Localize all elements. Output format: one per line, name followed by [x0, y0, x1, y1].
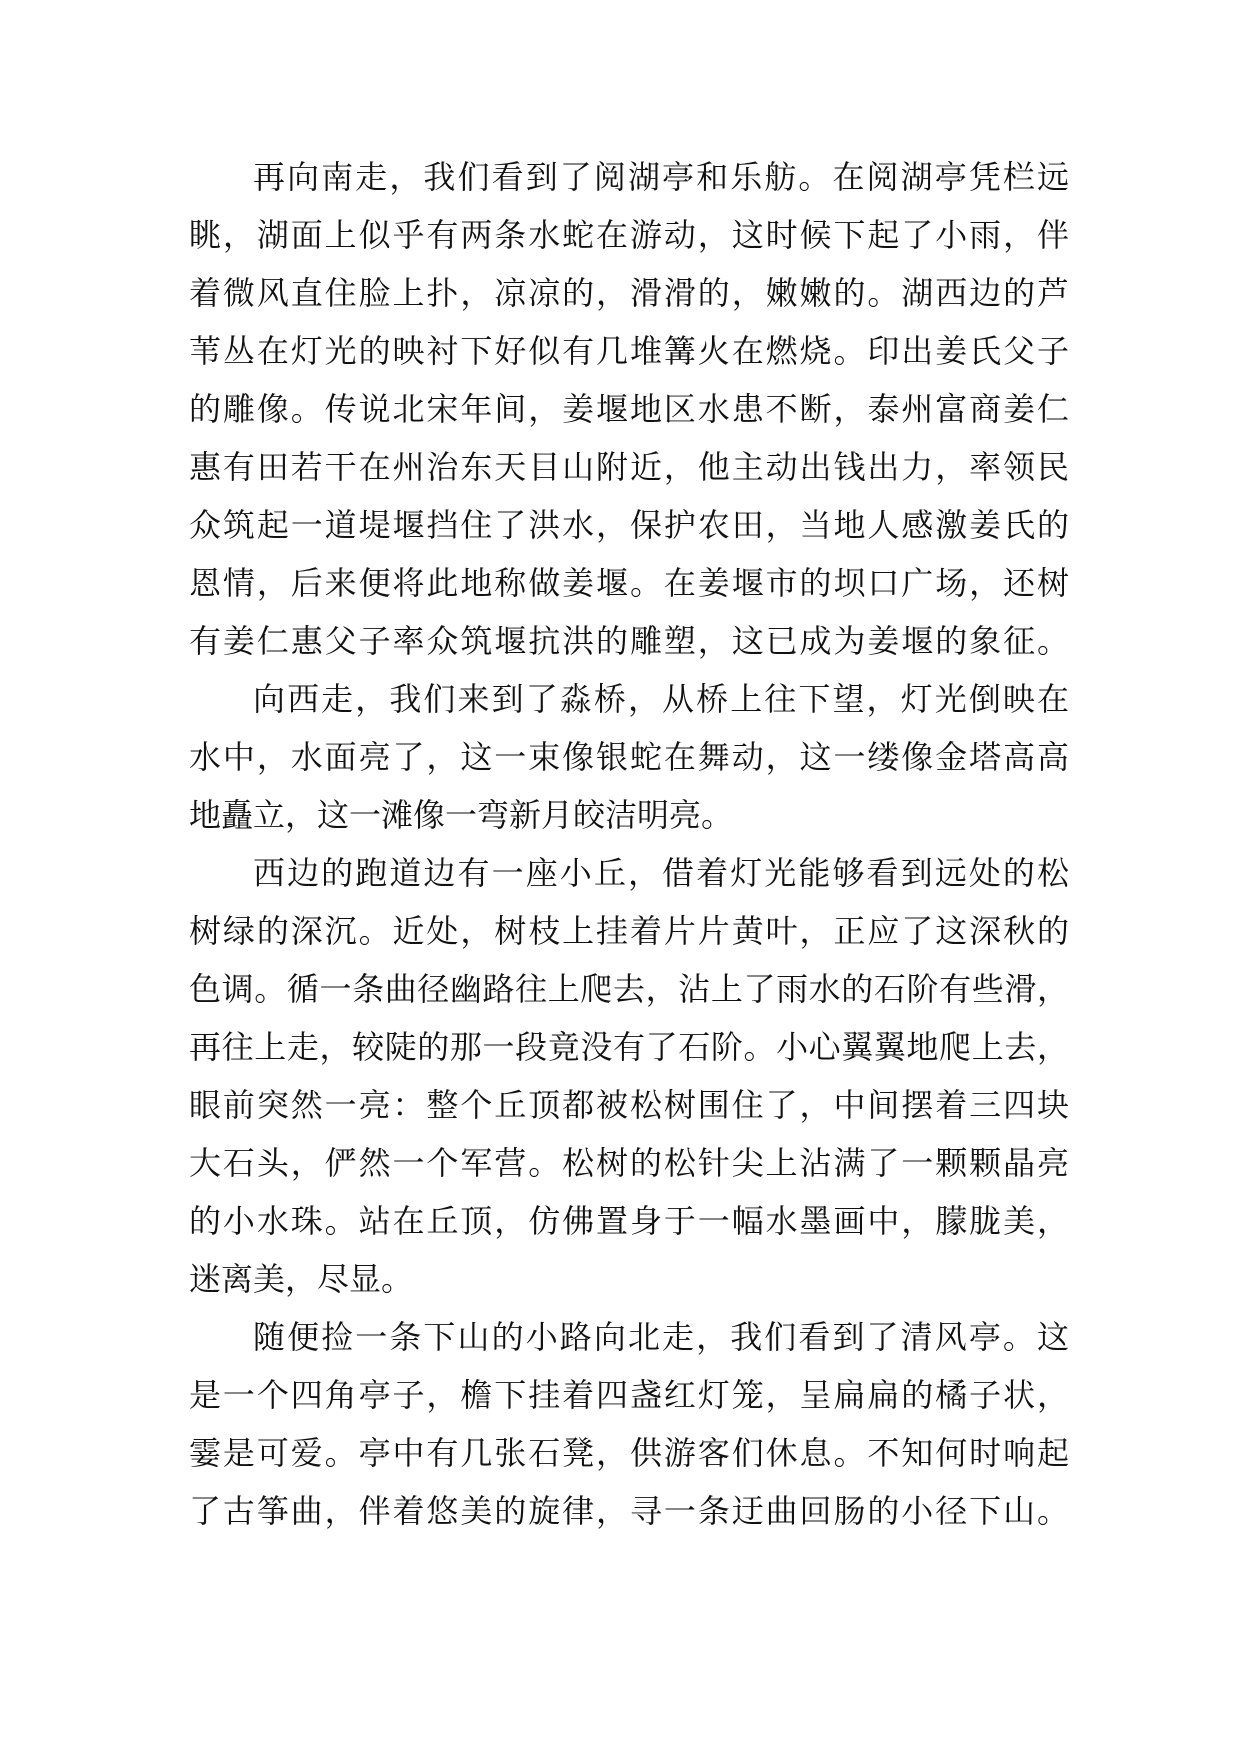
text-line: 了古筝曲，伴着悠美的旋律，寻一条迂曲回肠的小径下山。: [189, 1492, 1069, 1530]
text-line: 着微风直住脸上扑，凉凉的，滑滑的，嫩嫩的。湖西边的芦: [189, 274, 1069, 312]
text-line: 地矗立，这一滩像一弯新月皎洁明亮。: [189, 796, 734, 834]
text-line: 迷离美，尽显。: [189, 1260, 414, 1298]
text-line: 是一个四角亭子，檐下挂着四盏红灯笼，呈扁扁的橘子状，: [189, 1376, 1069, 1414]
text-line: 有姜仁惠父子率众筑堰抗洪的雕塑，这已成为姜堰的象征。: [189, 622, 1069, 660]
text-line: 霎是可爱。亭中有几张石凳，供游客们休息。不知何时响起: [189, 1434, 1069, 1472]
text-line: 恩情，后来便将此地称做姜堰。在姜堰市的坝口广场，还树: [189, 564, 1069, 602]
paragraph-3: [189, 844, 1069, 1308]
paragraph-1: [189, 148, 1069, 670]
text-line: 再往上走，较陡的那一段竟没有了石阶。小心翼翼地爬上去，: [189, 1028, 1069, 1066]
text-line: 西边的跑道边有一座小丘，借着灯光能够看到远处的松: [253, 854, 1069, 892]
text-line: 的雕像。传说北宋年间，姜堰地区水患不断，泰州富商姜仁: [189, 390, 1069, 428]
text-line: 再向南走，我们看到了阅湖亭和乐舫。在阅湖亭凭栏远: [253, 158, 1069, 196]
text-line: 众筑起一道堤堰挡住了洪水，保护农田，当地人感激姜氏的: [189, 506, 1069, 544]
text-line: 眺，湖面上似乎有两条水蛇在游动，这时候下起了小雨，伴: [189, 216, 1069, 254]
document-body: [189, 148, 1069, 1540]
text-line: 随便捡一条下山的小路向北走，我们看到了清风亭。这: [253, 1318, 1069, 1356]
paragraph-4: [189, 1308, 1069, 1540]
text-line: 大石头，俨然一个军营。松树的松针尖上沾满了一颗颗晶亮: [189, 1144, 1069, 1182]
text-line: 苇丛在灯光的映衬下好似有几堆篝火在燃烧。印出姜氏父子: [189, 332, 1069, 370]
text-line: 色调。循一条曲径幽路往上爬去，沾上了雨水的石阶有些滑，: [189, 970, 1069, 1008]
paragraph-2: [189, 670, 1069, 844]
text-line: 水中，水面亮了，这一束像银蛇在舞动，这一缕像金塔高高: [189, 738, 1069, 776]
text-line: 眼前突然一亮：整个丘顶都被松树围住了，中间摆着三四块: [189, 1086, 1069, 1124]
text-line: 树绿的深沉。近处，树枝上挂着片片黄叶，正应了这深秋的: [189, 912, 1069, 950]
text-line: 惠有田若干在州治东天目山附近，他主动出钱出力，率领民: [189, 448, 1069, 486]
text-line: 的小水珠。站在丘顶，仿佛置身于一幅水墨画中，朦胧美，: [189, 1202, 1069, 1240]
text-line: 向西走，我们来到了淼桥，从桥上往下望，灯光倒映在: [253, 680, 1069, 718]
